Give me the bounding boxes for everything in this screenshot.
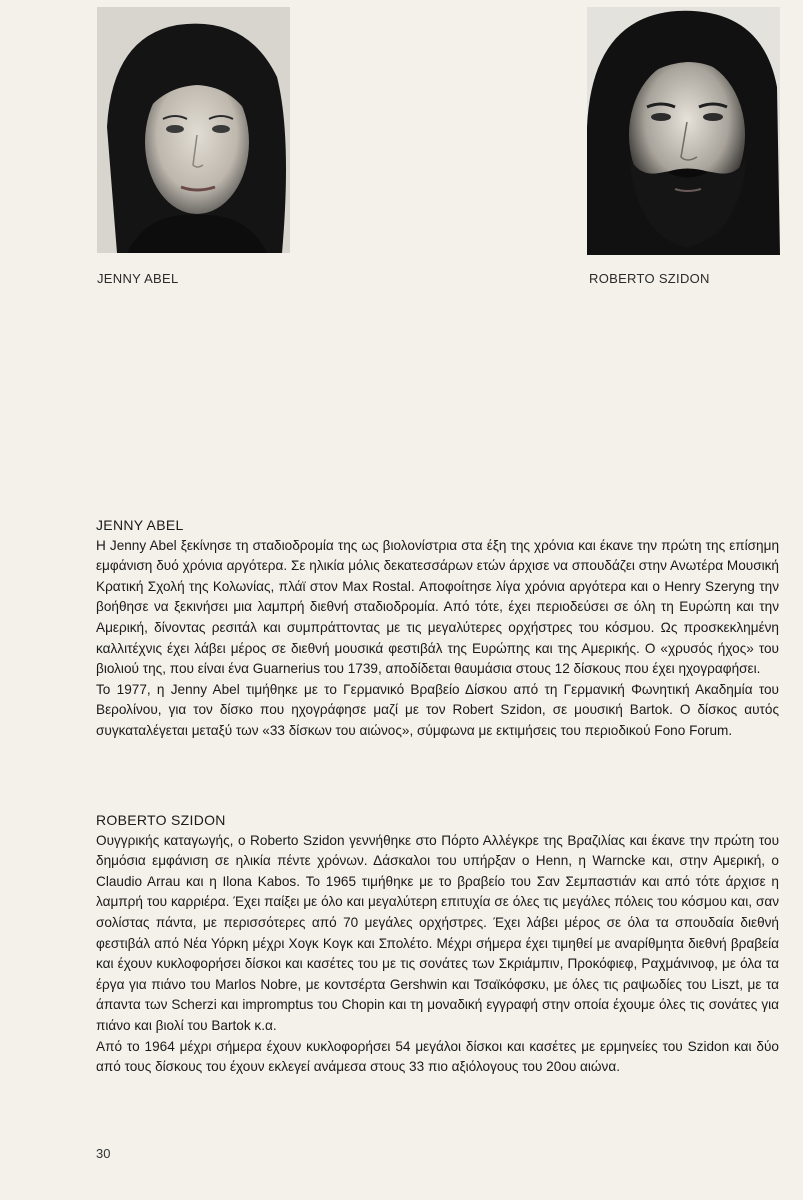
paragraph: Από το 1964 μέχρι σήμερα έχουν κυκλοφορήσει 54 μεγάλοι δίσκοι και κασέτες με ερμηνείες του Szidon και δύο από τους δίσκους του έχουν εκλεγεί ανάμεσα στους 33 πιο αξιόλογους του 20ου αιώνα. (96, 1038, 779, 1075)
section-heading: JENNY ABEL (96, 517, 184, 533)
paragraph: Η Jenny Abel ξεκίνησε τη σταδιοδρομία της ως βιολονίστρια στα έξη της χρόνια και έκανε την πρώτη της επίσημη εμφάνιση δυό χρόνια αργότερα. Σε ηλικία μόλις δεκατεσσάρων ετών άρχισε να σπουδάζει στην Ανωτέρα Μουσική Κρατική Σχολή της Κολωνίας, πλάϊ στον Max Rostal. Αποφοίτησε λίγα χρόνια αργότερα και ο Henry Szeryng την βοήθησε να ξεκινήσει μια λαμπρή διεθνή σταδιοδρομία. Από τότε, έχει περιοδεύσει σε όλη τη Ευρώπη και την Αμερική, δίνοντας ρεσιτάλ και συμπράττοντας με τις μεγαλύτερες ορχήστρες του κόσμου. Ως προσκεκλημένη καλλιτέχνις έχει λάβει μέρος σε διεθνή μουσικά φεστιβάλ της Ευρώπης και της Αμερικής. Ο «χρυσός ήχος» του βιολιού της, που είναι ένα Guarnerius του 1739, αποδίδεται θαυμάσια στους 12 δίσκους που έχει ηχογραφήσει. (96, 537, 779, 677)
paragraph: Το 1977, η Jenny Abel τιμήθηκε με το Γερμανικό Βραβείο Δίσκου από τη Γερμανική Φωνητική Ακαδημία του Βερολίνου, για τον δίσκο που ηχογράφησε μαζί με τον Robert Szidon, σε μουσική Bartok. Ο δίσκος αυτός συγκαταλέγεται μεταξύ των «33 δίσκων του αιώνος», σύμφωνα με εκτιμήσεις του περιοδικού Fono Forum. (96, 681, 779, 738)
biography-roberto-szidon (96, 810, 779, 1078)
photo-caption-roberto-szidon: ROBERTO SZIDON (589, 271, 710, 286)
portrait-photo-jenny-abel (97, 7, 290, 253)
section-heading: ROBERTO SZIDON (96, 812, 226, 828)
portrait-photo-roberto-szidon (587, 7, 780, 255)
biography-jenny-abel (96, 515, 779, 742)
photo-caption-jenny-abel: JENNY ABEL (97, 271, 179, 286)
page-number: 30 (96, 1146, 111, 1161)
paragraph: Ουγγρικής καταγωγής, ο Roberto Szidon γεννήθηκε στο Πόρτο Αλλέγκρε της Βραζιλίας και έκανε την πρώτη του δημόσια εμφάνιση σε ηλικία πέντε χρόνων. Δάσκαλοι του υπήρξαν ο Henn, η Warncke και, στην Αμερική, ο Claudio Arrau και η Ilona Kabos. Το 1965 τιμήθηκε με το βραβείο του Σαν Σεμπαστιάν και από τότε άρχισε η λαμπρή του καρριέρα. Έχει παίξει με όλο και μεγαλύτερη επιτυχία σε όλες τις μεγάλες πόλεις του κόσμου και, σαν σολίστας πάντα, με περισσότερες από 70 μεγάλες ορχήστρες. Έχει λάβει μέρος σε όλα τα σπουδαία διεθνή φεστιβάλ από Νέα Υόρκη μέχρι Χογκ Κογκ και Σπολέτο. Μέχρι σήμερα έχει τιμηθεί με αναρίθμητα διεθνή βραβεία και έχουν κυκλοφορήσει δίσκοι και κασέτες του με τις σονάτες των Σκριάμπιν, Προκόφιεφ, Ραχμάνινοφ, με όλα τα έργα για πιάνο του Marlos Nobre, με κοντσέρτα Gershwin και Τσαϊκόφσκυ, με όλες τις ραψωδίες του Liszt, με τα άπαντα των Scherzi και impromptus του Chopin και τη μοναδική εγγραφή στην οποία έχουμε όλες τις σονάτες για πιάνο και βιολί του Bartok κ.α. (96, 832, 779, 1033)
